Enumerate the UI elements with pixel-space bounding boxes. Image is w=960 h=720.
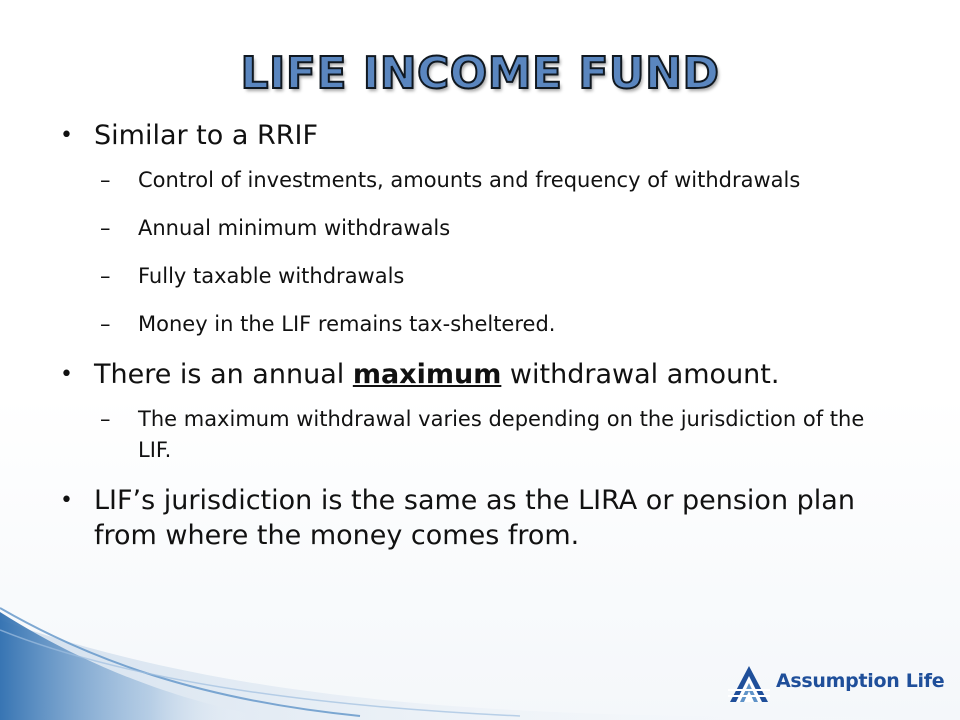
dash-glyph: –	[100, 168, 111, 192]
bullet-list	[58, 118, 888, 565]
sub-bullet-text: Control of investments, amounts and frequency of withdrawals	[138, 168, 801, 192]
bullet-text-after: withdrawal amount.	[501, 359, 780, 390]
bullet-glyph: •	[60, 362, 73, 387]
sub-bullet-text: The maximum withdrawal varies depending on the jurisdiction of the LIF.	[138, 407, 865, 462]
sub-bullet-text: Annual minimum withdrawals	[138, 216, 451, 240]
assumption-life-logo-icon	[726, 660, 772, 706]
dash-glyph: –	[100, 216, 111, 240]
bullet-text-emphasis: maximum	[352, 359, 502, 390]
sub-bullet-text: Money in the LIF remains tax-sheltered.	[138, 312, 556, 336]
bullet-text: Similar to a RRIF	[94, 120, 319, 151]
dash-glyph: –	[100, 407, 111, 431]
bullet-item	[58, 357, 888, 392]
assumption-life-logo	[726, 658, 946, 710]
sub-bullet-item	[58, 404, 888, 466]
bullet-item	[58, 483, 888, 553]
bullet-glyph: •	[60, 123, 73, 148]
bullet-item	[58, 118, 888, 153]
sub-bullet-item	[58, 165, 888, 196]
slide-title: LIFE INCOME FUND	[240, 48, 720, 99]
dash-glyph: –	[100, 312, 111, 336]
logo-text: Assumption Life	[776, 670, 945, 692]
bullet-text: LIF’s jurisdiction is the same as the LIRA or pension plan from where the money comes from.	[94, 485, 855, 551]
bullet-glyph: •	[60, 488, 73, 513]
sub-bullet-item	[58, 309, 888, 340]
sub-bullet-item	[58, 261, 888, 292]
sub-bullet-text: Fully taxable withdrawals	[138, 264, 405, 288]
bullet-text-before: There is an annual	[94, 359, 353, 390]
sub-bullet-item	[58, 213, 888, 244]
dash-glyph: –	[100, 264, 111, 288]
